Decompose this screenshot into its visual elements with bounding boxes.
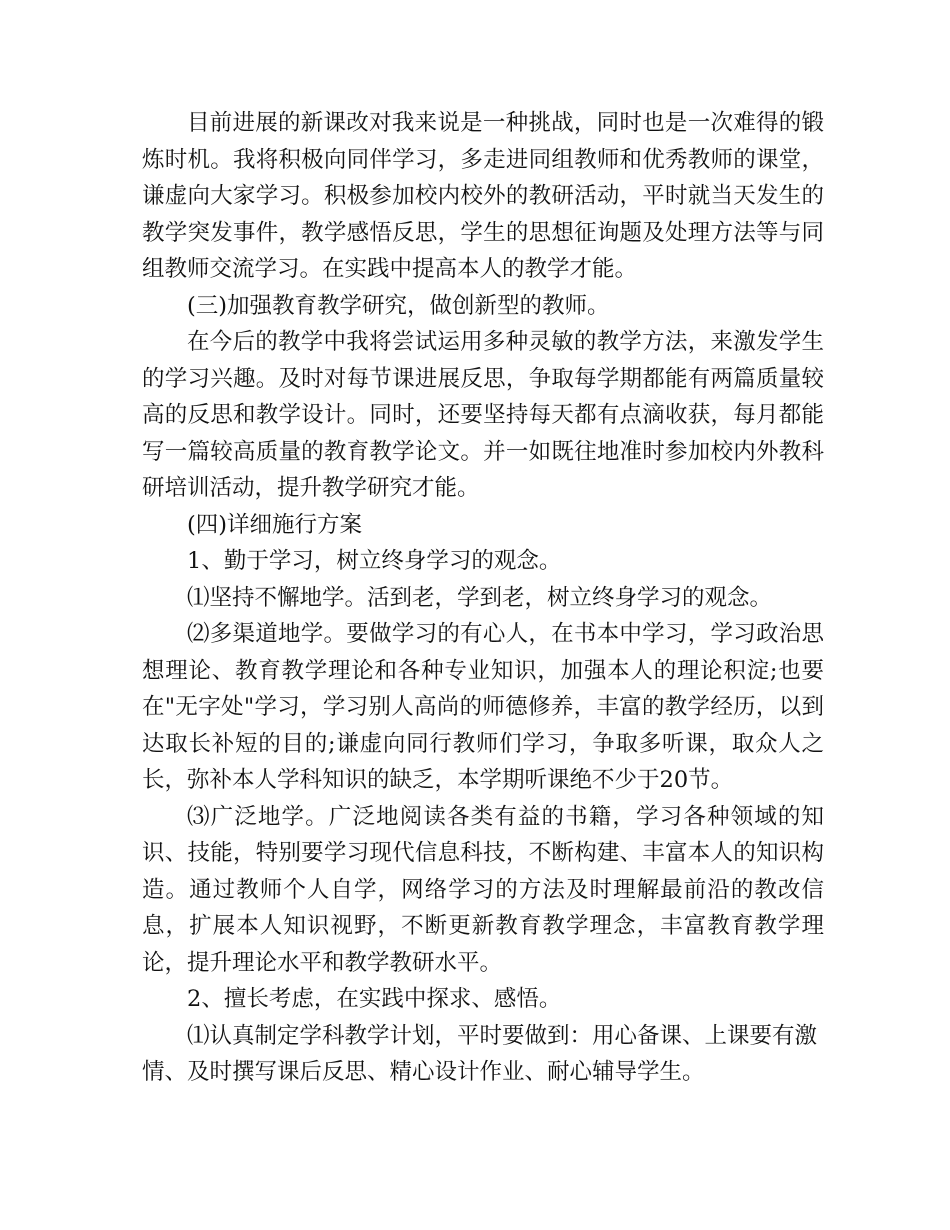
paragraph-teaching-methods: 在今后的教学中我将尝试运用多种灵敏的教学方法，来激发学生的学习兴趣。及时对每节课进展反思，争取每学期都能有两篇质量较高的反思和教学设计。同时，还要坚持每天都有点滴收获，每月都能写一篇较高质量的教育教学论文。并一如既往地准时参加校内外教科研培训活动，提升教学研究才能。 [142, 329, 824, 501]
paragraph-new-curriculum-challenge: 目前进展的新课改对我来说是一种挑战，同时也是一次难得的锻炼时机。我将积极向同伴学习，多走进同组教师和优秀教师的课堂，谦虚向大家学习。积极参加校内校外的教研活动，平时就当天发生的教学突发事件，教学感悟反思，学生的思想征询题及处理方法等与同组教师交流学习。在实践中提高本人的教学才能。 [142, 110, 824, 282]
heading-item-2-reflect: 2、擅长考虑，在实践中探求、感悟。 [187, 986, 562, 1012]
list-item-1-persist: ⑴坚持不懈地学。活到老，学到老，树立终身学习的观念。 [187, 584, 773, 611]
heading-section-three: (三)加强教育教学研究，做创新型的教师。 [187, 292, 610, 319]
list-item-2-multi-channel: ⑵多渠道地学。要做学习的有心人，在书本中学习，学习政治思想理论、教育教学理论和各种专业知识，加强本人的理论积淀;也要在"无字处"学习，学习别人高尚的师德修养，丰富的教学经历，以到达取长补短的目的;谦虚向同行教师们学习，争取多听课，取众人之长，弥补本人学科知识的缺乏，本学期听课绝不少于20节。 [142, 621, 824, 793]
document-body [142, 105, 824, 1091]
heading-item-1-study: 1、勤于学习，树立终身学习的观念。 [187, 548, 562, 574]
list-item-3-broad-study: ⑶广泛地学。广泛地阅读各类有益的书籍，学习各种领域的知识、技能，特别要学习现代信息科技，不断构建、丰富本人的知识构造。通过教师个人自学，网络学习的方法及时理解最前沿的教改信息，扩展本人知识视野，不断更新教育教学理念，丰富教育教学理论，提升理论水平和教学教研水平。 [142, 803, 824, 976]
heading-section-four: (四)详细施行方案 [187, 511, 363, 538]
list-item-1-teaching-plan: ⑴认真制定学科教学计划，平时要做到：用心备课、上课要有激情、及时撰写课后反思、精心设计作业、耐心辅导学生。 [142, 1022, 818, 1085]
